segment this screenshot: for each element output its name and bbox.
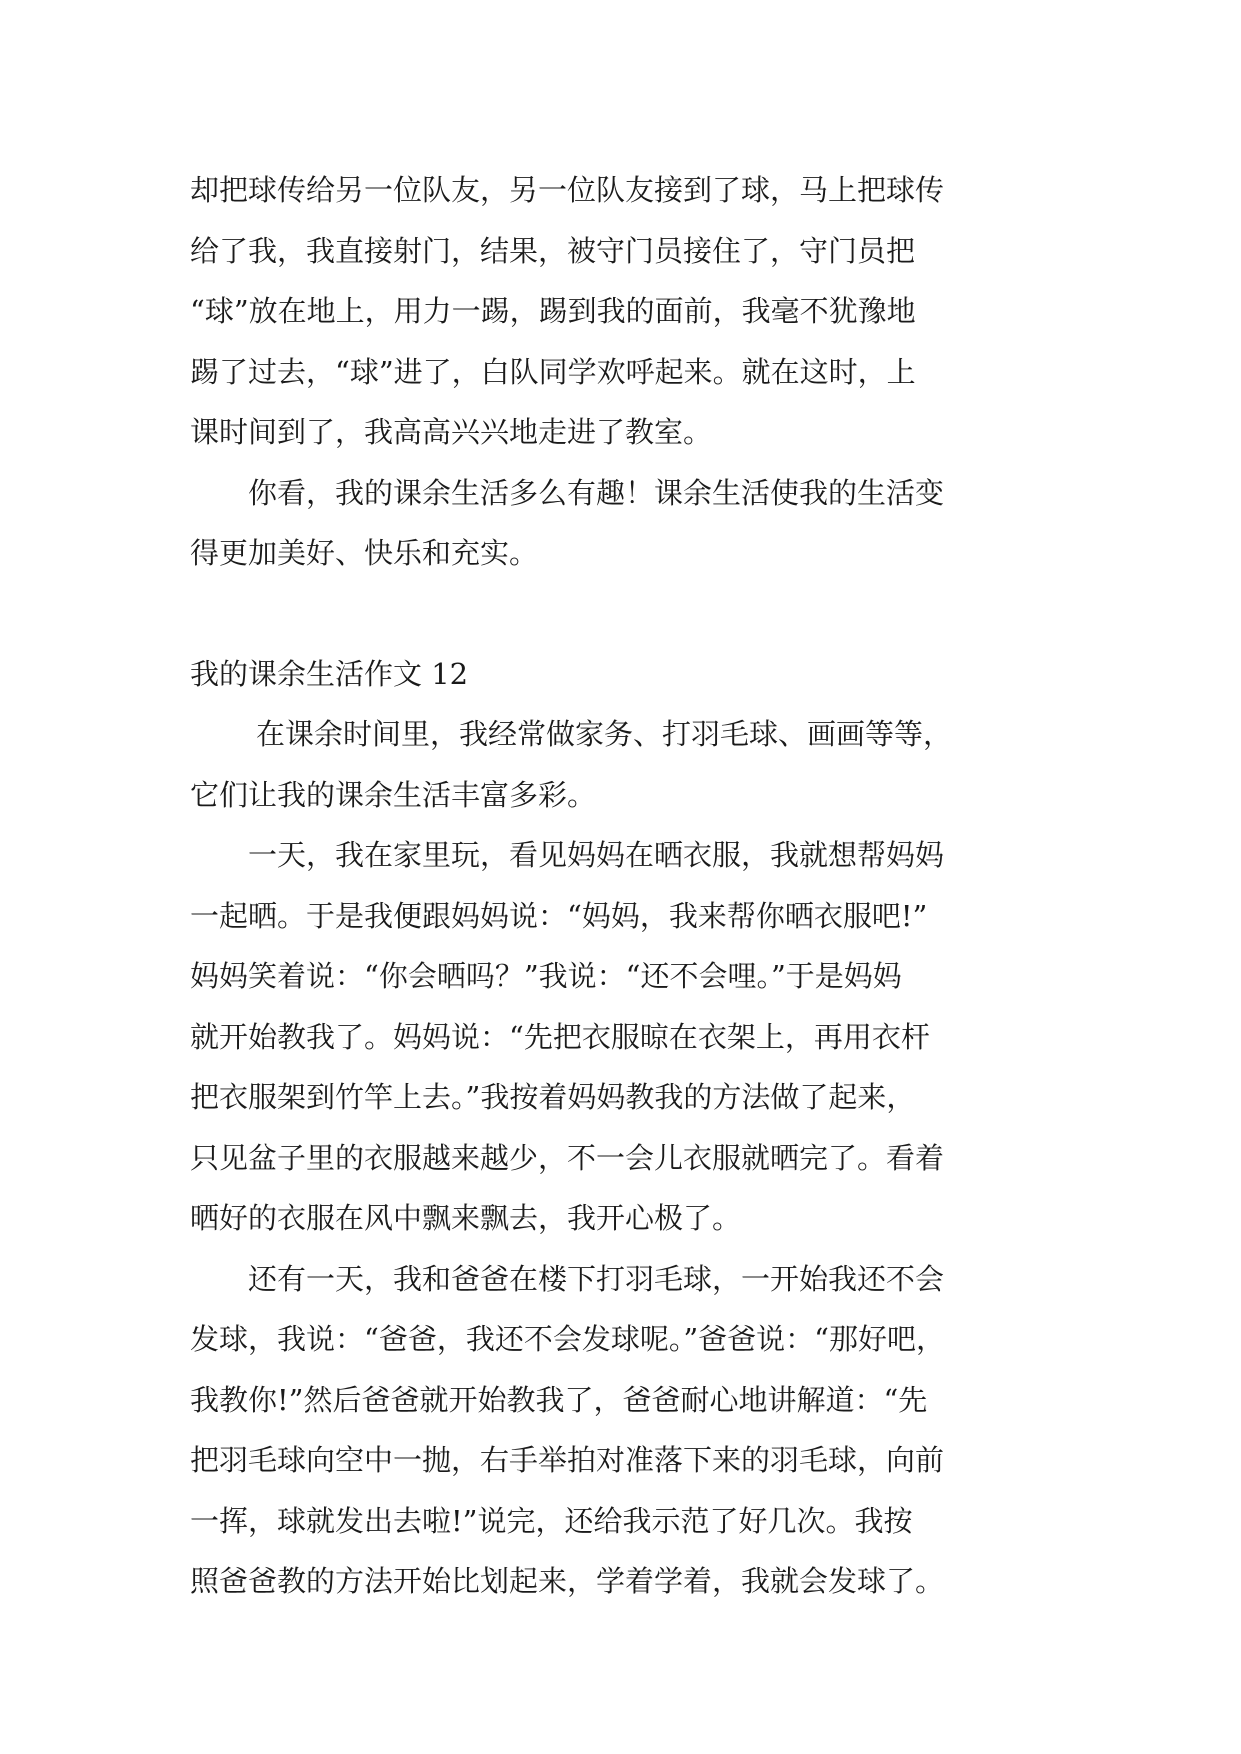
text-line: 我教你!”然后爸爸就开始教我了，爸爸耐心地讲解道：“先: [190, 1382, 928, 1417]
text-line: 得更加美好、快乐和充实。: [190, 536, 539, 570]
text-line: 踢了过去，“球”进了，白队同学欢呼起来。就在这时，上: [190, 354, 916, 389]
text-line: 晒好的衣服在风中飘来飘去，我开心极了。: [190, 1201, 742, 1235]
text-line: 却把球传给另一位队友，另一位队友接到了球，马上把球传: [190, 173, 945, 207]
text-line: 你看，我的课余生活多么有趣！课余生活使我的生活变: [248, 475, 945, 510]
text-line: 把羽毛球向空中一抛，右手举拍对准落下来的羽毛球，向前: [190, 1443, 945, 1477]
text-line: 妈妈笑着说：“你会晒吗？”我说：“还不会哩。”于是妈妈: [190, 959, 902, 993]
text-line: 课时间到了，我高高兴兴地走进了教室。: [190, 415, 713, 449]
text-line: 就开始教我了。妈妈说：“先把衣服晾在衣架上，再用衣杆: [190, 1019, 930, 1054]
text-line: 还有一天，我和爸爸在楼下打羽毛球，一开始我还不会: [248, 1261, 945, 1296]
paragraph-badminton: [190, 1249, 1070, 1612]
text-line: 只见盆子里的衣服越来越少，不一会儿衣服就晒完了。看着: [190, 1140, 945, 1175]
text-line: 把衣服架到竹竿上去。”我按着妈妈教我的方法做了起来，: [190, 1080, 916, 1114]
paragraph-intro: [190, 704, 1070, 825]
section-gap: [190, 584, 1070, 644]
text-line: 一起晒。于是我便跟妈妈说：“妈妈，我来帮你晒衣服吧!”: [190, 898, 928, 933]
text-line: 给了我，我直接射门，结果，被守门员接住了，守门员把: [190, 233, 916, 268]
text-line: 一天，我在家里玩，看见妈妈在晒衣服，我就想帮妈妈: [248, 838, 945, 872]
document-body: [190, 160, 1070, 1612]
paragraph-conclusion: [190, 463, 1070, 584]
paragraph-match-continuation: [190, 160, 1070, 463]
text-line: “球”放在地上，用力一踢，踢到我的面前，我毫不犹豫地: [190, 294, 916, 328]
text-line: 它们让我的课余生活丰富多彩。: [190, 777, 597, 812]
essay-title: 我的课余生活作文 12: [190, 656, 469, 691]
text-line: 一挥，球就发出去啦!”说完，还给我示范了好几次。我按: [190, 1503, 913, 1538]
text-line: 在课余时间里，我经常做家务、打羽毛球、画画等等，: [256, 717, 953, 751]
paragraph-laundry: [190, 825, 1070, 1249]
text-line: 发球，我说：“爸爸，我还不会发球呢。”爸爸说：“那好吧，: [190, 1322, 945, 1356]
text-line: 照爸爸教的方法开始比划起来，学着学着，我就会发球了。: [190, 1564, 945, 1598]
